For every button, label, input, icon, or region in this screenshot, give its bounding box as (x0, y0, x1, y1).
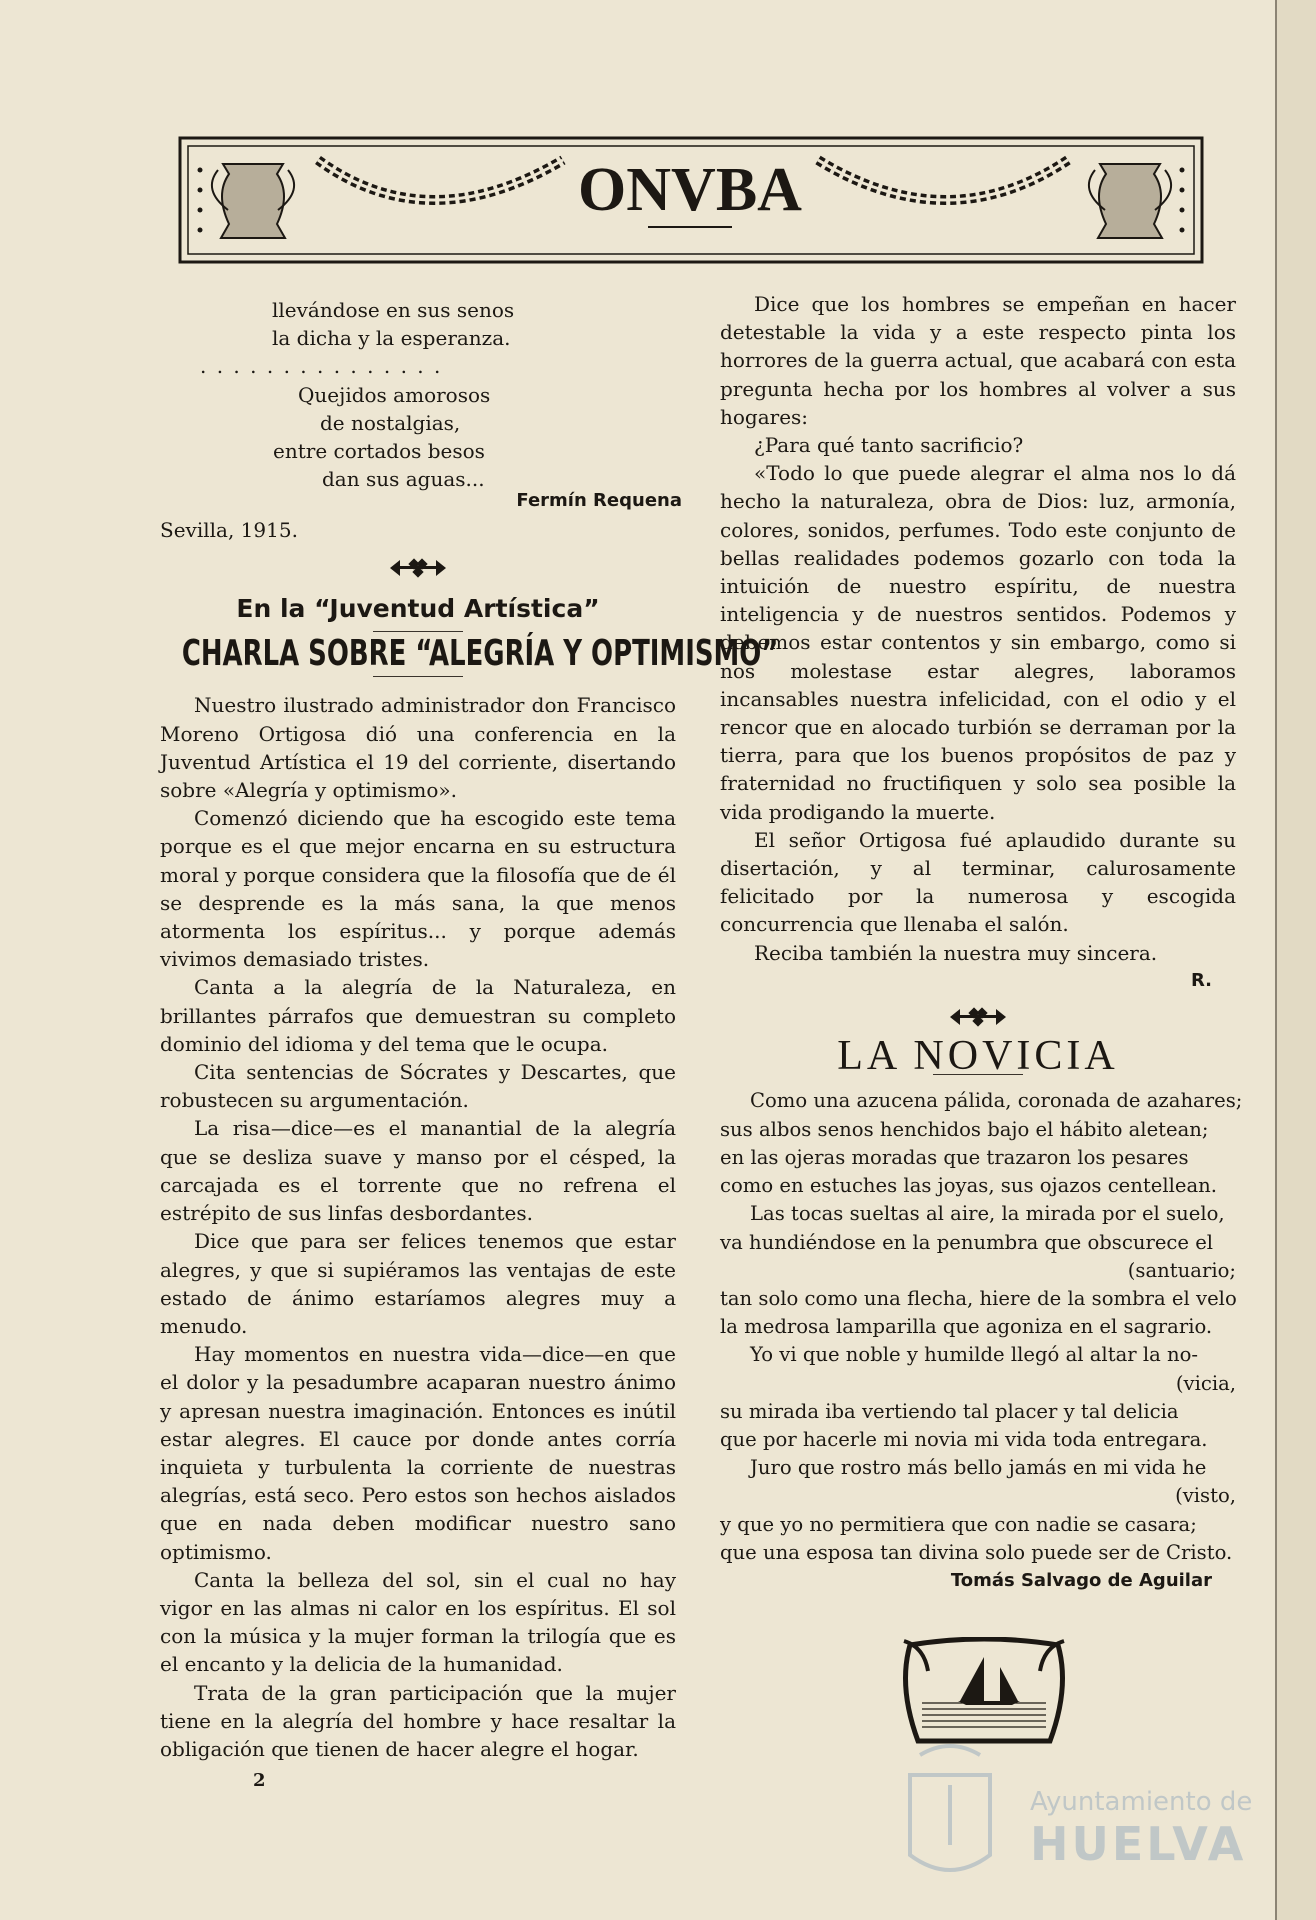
poem-line: Las tocas sueltas al aire, la mirada por el suelo, (750, 1202, 1225, 1226)
poem-line: va hundiéndose en la penumbra que obscurece el (720, 1230, 1214, 1254)
poem-line: en las ojeras moradas que trazaron los pesares (720, 1145, 1189, 1169)
page-number: 2 (253, 1770, 266, 1791)
poem-line: Yo vi que noble y humilde llegó al altar la no- (750, 1343, 1199, 1367)
poem-body (720, 1087, 1243, 1595)
article-paragraph: Hay momentos en nuestra vida—dice—en que el dolor y la pesadumbre acaparan nuestro ánimo y apresan nuestra imaginación. Entonces es inútil estar alegres. El cauce por donde antes corría inquieta y turbulenta la corriente de nuestras alegrías, está seco. Pero estos son hechos aislados que en nada deben modificar nuestro sano optimismo. (160, 1342, 676, 1564)
ellipsis-row: . . . . . . . . . . . . . . . (200, 354, 443, 379)
poem-line: Juro que rostro más bello jamás en mi vida he (750, 1456, 1207, 1480)
article-paragraph: Dice que para ser felices tenemos que estar alegres, y que si supiéramos las ventajas de este estado de ánimo estaríamos alegres muy a menudo. (160, 1229, 676, 1338)
watermark-line1: Ayuntamiento de (1030, 1787, 1253, 1817)
article-signature: R. (1190, 969, 1212, 991)
poem-line: entre cortados besos (273, 439, 485, 464)
masthead-banner (178, 130, 1206, 270)
sailboat-vignette-icon (900, 1637, 1068, 1749)
right-column (720, 290, 1243, 1749)
article-paragraph: Dice que los hombres se empeñan en hacer detestable la vida y a este respecto pinta los horrores de la guerra actual, que acabará con esta pregunta hecha por los hombres al volver a sus hogares: (720, 292, 1236, 429)
poem-author: Tomás Salvago de Aguilar (950, 1569, 1212, 1591)
article-paragraph: Canta la belleza del sol, sin el cual no hay vigor en las almas ni calor en los espíritus. El sol con la música y la mujer forman la trilogía que es el encanto y la delicia de la humanidad. (160, 1567, 676, 1677)
poem-line: (visto, (1175, 1484, 1236, 1508)
poem-line: como en estuches las joyas, sus ojazos centellean. (720, 1174, 1218, 1198)
archive-watermark (900, 1735, 1270, 1895)
poem-title: LA NOVICIA (837, 1033, 1119, 1080)
poem-line: su mirada iba vertiendo tal placer y tal delicia (720, 1399, 1179, 1423)
article-paragraph: Trata de la gran participación que la mujer tiene en la alegría del hombre y hace resaltar la obligación que tienen de hacer alegre el hogar. (160, 1680, 676, 1761)
article-paragraph: «Todo lo que puede alegrar el alma nos lo dá hecho la naturaleza, obra de Dios: luz, armonía, colores, sonidos, perfumes. Todo este conjunto de bellas realidades podemos gozarlo con toda la intuición de nuestro espíritu, de nuestra inteligencia y de nuestros sentidos. Podemos y debemos estar contentos y sin embargo, como si nos molestase estar alegres, laboramos incansables nuestra infelicidad, con el odio y el rencor que en alocado turbión se derraman por la tierra, para que los buenos propósitos de paz y fraternidad no fructifiquen y solo sea posible la vida prodigando la muerte. (720, 461, 1236, 824)
article-paragraph: La risa—dice—es el manantial de la alegría que se desliza suave y manso por el césped, la carcajada es el torrente que no refrena el estrépito de sus linfas desbordantes. (160, 1116, 676, 1226)
article-paragraph: ¿Para qué tanto sacrificio? (754, 433, 1024, 458)
poem-line: dan sus aguas... (322, 467, 485, 492)
article-paragraph: Reciba también la nuestra muy sincera. (754, 940, 1158, 965)
poem-line: Quejidos amorosos (298, 382, 491, 407)
poem-author: Fermín Requena (516, 490, 682, 512)
section-heading: En la “Juventud Artística” (236, 594, 600, 624)
article-title: CHARLA SOBRE “ALEGRÍA Y OPTIMISMO” (181, 633, 779, 675)
poem-line: (santuario; (1127, 1258, 1236, 1282)
divider (373, 631, 463, 632)
poem-line: y que yo no permitiera que con nadie se casara; (720, 1512, 1197, 1536)
masthead-title: ONVBA (578, 156, 802, 224)
place-date: Sevilla, 1915. (160, 517, 298, 542)
poem-line: que una esposa tan divina solo puede ser de Cristo. (720, 1540, 1233, 1564)
article-paragraph: Comenzó diciendo que ha escogido este tema porque es el que mejor encarna en su estructura moral y porque considera que la filosofía que de él se desprende es la más sana, la que menos atormenta los espíritus... y porque además vivimos demasiado tristes. (160, 806, 676, 972)
next-page-edge (1275, 0, 1316, 1920)
poem-line: llevándose en sus senos (272, 298, 515, 322)
watermark-line2: HUELVA (1030, 1817, 1247, 1871)
urn-left-icon (212, 164, 294, 238)
poem-line: tan solo como una flecha, hiere de la sombra el velo (720, 1286, 1237, 1310)
divider (373, 676, 463, 677)
urn-right-icon (1089, 164, 1171, 238)
poem-line: Como una azucena pálida, coronada de azahares; (750, 1089, 1243, 1113)
poem-line: sus albos senos henchidos bajo el hábito aletean; (720, 1117, 1209, 1141)
poem-line: la medrosa lamparilla que agoniza en el sagrario. (720, 1315, 1213, 1339)
poem-line: que por hacerle mi novia mi vida toda entregara. (720, 1427, 1208, 1451)
article-paragraph: Cita sentencias de Sócrates y Descartes, que robustecen su argumentación. (160, 1060, 676, 1113)
poem-line: de nostalgias, (320, 410, 461, 435)
article-paragraph: El señor Ortigosa fué aplaudido durante su disertación, y al terminar, calurosamente felicitado por la numerosa y escogida concurrencia que llenaba el salón. (720, 827, 1236, 937)
left-column (160, 296, 779, 1763)
poem-line: la dicha y la esperanza. (272, 326, 511, 351)
poem-ending (160, 296, 682, 544)
article-paragraph: Nuestro ilustrado administrador don Francisco Moreno Ortigosa dió una conferencia en la Juventud Artística el 19 del corriente, disertando sobre «Alegría y optimismo». (160, 693, 676, 803)
fleuron-icon (160, 554, 676, 589)
poem-line: (vicia, (1175, 1371, 1236, 1395)
article-paragraph: Canta a la alegría de la Naturaleza, en brillantes párrafos que demuestran su completo dominio del idioma y del tema que le ocupa. (160, 975, 676, 1056)
